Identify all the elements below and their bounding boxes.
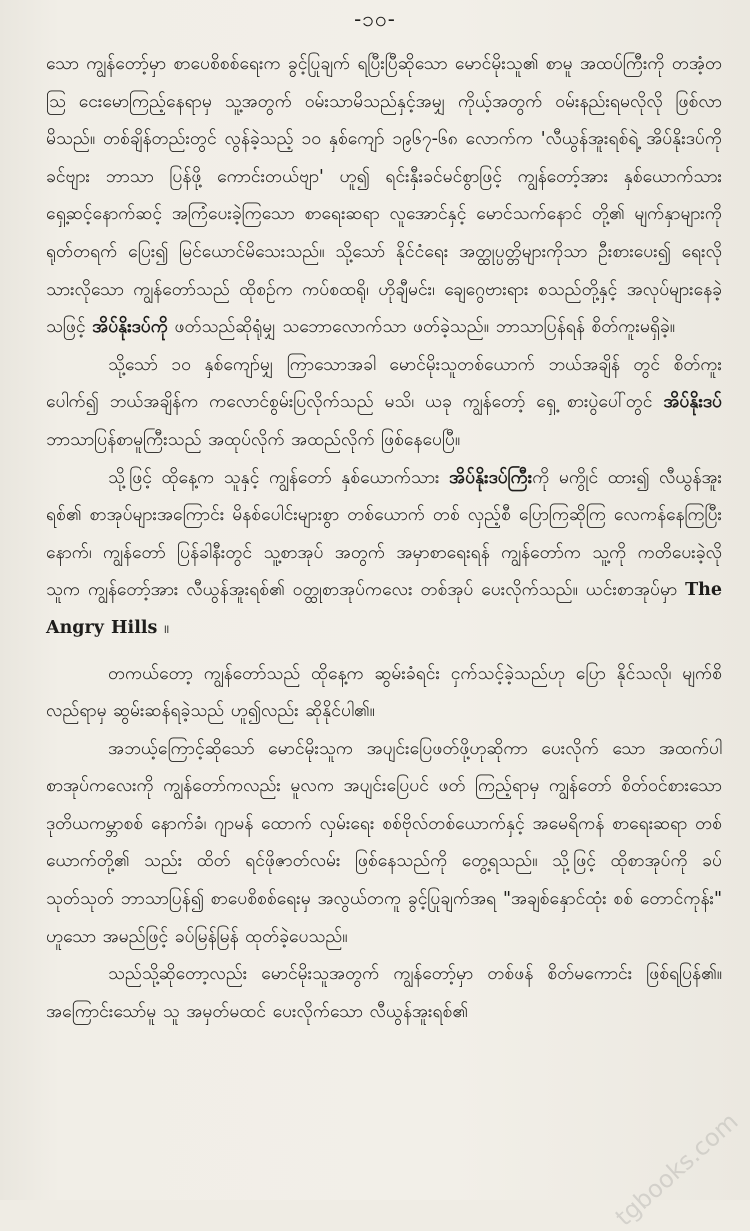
page-number: -၁၀- (354, 7, 396, 31)
watermark: tgbooks.com (610, 1107, 744, 1231)
paragraph-1: သော ကျွန်တော့်မှာ စာပေစိစစ်ရေးက ခွင့်ပြုချက် ရပြီးပြီဆိုသော မောင်မိုးသူ၏ စာမူ အထပ်ကြီးကို တအံ့တသြ ငေးမောကြည့်နေရာမှ သူ့အတွက် ဝမ်းသာမိသည်နှင့်အမျှ ကိုယ့်အတွက် ဝမ်းနည်းရမလိုလို ဖြစ်လာမိသည်။ တစ်ချိန်တည်းတွင် လွန်ခဲ့သည့် ၁၀ နှစ်ကျော် ၁၉၆၇-၆၈ လောက်က 'လီယွန်အူးရစ်ရဲ့ အိပ်နိုးဒပ်ကို ခင်ဗျား ဘာသာ ပြန်ဖို့ ကောင်းတယ်ဗျာ' ဟူ၍ ရင်းနှီးခင်မင်စွာဖြင့် ကျွန်တော့်အား နှစ်ယောက်သား ရှေ့ဆင့်နောက်ဆင့် အကြံပေးခဲ့ကြသော စာရေးဆရာ လူအောင်နှင့် မောင်သက်နောင် တို့၏ မျက်နှာများကို ရုတ်တရက် ပြေး၍ မြင်ယောင်မိသေးသည်။ သို့သော် နိုင်ငံရေး အတ္ထုပ္ပတ္တိများကိုသာ ဦးစားပေး၍ ရေးလို သားလိုသော ကျွန်တော်သည် ထိုစဉ်က ကပ်စထရို၊ ဟိုချီမင်း၊ ချေဂွေဗားရား စသည်တို့နှင့် အလုပ်များနေခဲ့သဖြင့် အိပ်နိုးဒပ်ကို ဖတ်သည်ဆိုရုံမျှ သဘောလောက်သာ ဖတ်ခဲ့သည်။ ဘာသာပြန်ရန် စိတ်ကူးမရှိခဲ့။ (46, 54, 722, 338)
body-text (46, 46, 722, 1031)
paragraph-2: သို့သော် ၁၀ နှစ်ကျော်မျှ ကြာသောအခါ မောင်မိုးသူတစ်ယောက် ဘယ်အချိန် တွင် စိတ်ကူးပေါက်၍ ဘယ်အချိန်က ကလောင်စွမ်းပြလိုက်သည် မသိ၊ ယခု ကျွန်တော့် ရှေ့ စားပွဲပေါ်တွင် အိပ်နိုးဒပ် ဘာသာပြန်စာမူကြီးသည် အထုပ်လိုက် အထည်လိုက် ဖြစ်နေပေပြီ။ (46, 354, 722, 450)
paragraph-6: သည်သို့ဆိုတော့လည်း မောင်မိုးသူအတွက် ကျွန်တော့်မှာ တစ်ဖန် စိတ်မကောင်း ဖြစ်ရပြန်၏။ အကြောင်းသော်မူ သူ အမှတ်မထင် ပေးလိုက်သော လီယွန်အူးရစ်၏ (46, 964, 722, 1022)
paragraph-3: သို့ဖြင့် ထိုနေ့က သူနှင့် ကျွန်တော် နှစ်ယောက်သား အိပ်နိုးဒပ်ကြီးကို မကွိုင် ထား၍ လီယွန်အူးရစ်၏ စာအုပ်များအကြောင်း မိနစ်ပေါင်းများစွာ တစ်ယောက် တစ် လှည့်စီ ပြောကြဆိုကြ လေကန်နေကြပြီးနောက်၊ ကျွန်တော် ပြန်ခါနီးတွင် သူ့စာအုပ် အတွက် အမှာစာရေးရန် ကျွန်တော်က သူ့ကို ကတိပေးခဲ့လို သူက ကျွန်တော့်အား လီယွန်အူးရစ်၏ ဝတ္ထုစာအုပ်ကလေး တစ်အုပ် ပေးလိုက်သည်။ ယင်းစာအုပ်မှာ The Angry Hills ။ (46, 467, 722, 638)
bold-phrase: အိပ်နိုးဒပ် (663, 392, 722, 413)
book-title-english: The Angry Hills (46, 580, 722, 638)
paragraph-5: အဘယ့်ကြောင့်ဆိုသော် မောင်မိုးသူက အပျင်းပြေဖတ်ဖို့ဟုဆိုကာ ပေးလိုက် သော အထက်ပါ စာအုပ်ကလေးကို ကျွန်တော်ကလည်း မူလက အပျင်းပြေပင် ဖတ် ကြည့်ရာမှ ကျွန်တော် စိတ်ဝင်စားသော ဒုတိယကမ္ဘာစစ် နောက်ခံ၊ ဂျာမန် ထောက် လှမ်းရေး စစ်ဗိုလ်တစ်ယောက်နှင့် အမေရိကန် စာရေးဆရာ တစ်ယောက်တို့၏ သည်း ထိတ် ရင်ဖိုဇာတ်လမ်း ဖြစ်နေသည်ကို တွေ့ရသည်။ သို့ဖြင့် ထိုစာအုပ်ကို ခပ်သုတ်သုတ် ဘာသာပြန်၍ စာပေစိစစ်ရေးမှ အလွယ်တကူ ခွင့်ပြုချက်အရ "အချစ်နှောင်ထုံး စစ် တောင်ကုန်း" ဟူသော အမည်ဖြင့် ခပ်မြန်မြန် ထုတ်ခဲ့ပေသည်။ (46, 738, 722, 947)
bold-phrase: အိပ်နိုးဒပ်ကြီး (449, 467, 533, 488)
paragraph-4: တကယ်တော့ ကျွန်တော်သည် ထိုနေ့က ဆွမ်းခံရင်း ငှက်သင့်ခဲ့သည်ဟု ပြော နိုင်သလို၊ မျက်စိလည်ရာမှ ဆွမ်းဆန်ရခဲ့သည် ဟူ၍လည်း ဆိုနိုင်ပါ၏။ (46, 663, 722, 722)
bold-phrase: အိပ်နိုးဒပ်ကို (92, 317, 168, 338)
